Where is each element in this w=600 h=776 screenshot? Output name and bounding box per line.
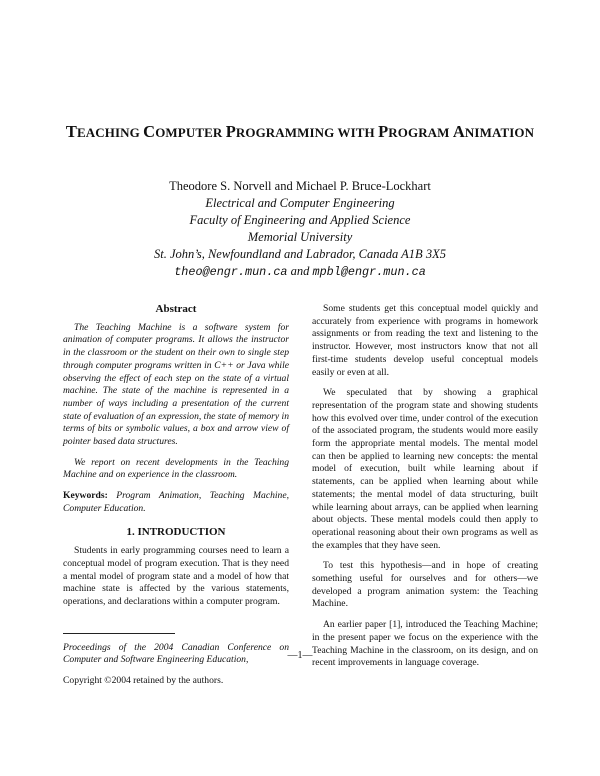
email-separator: and (287, 264, 313, 278)
keywords-label: Keywords: (63, 490, 108, 502)
title-initial: P (225, 122, 236, 141)
affiliation-line: St. John’s, Newfoundland and Labrador, Canada A1B 3X5 (154, 247, 446, 261)
email-mpbl: mpbl@engr.mun.ca (312, 265, 426, 279)
footnote-rule (63, 633, 175, 634)
author-names: Theodore S. Norvell and Michael P. Bruce-Lockhart (169, 179, 431, 193)
abstract-heading: Abstract (155, 303, 197, 315)
title-word: OMPUTER (155, 125, 226, 140)
body-paragraph: An earlier paper [1], introduced the Teaching Machine; in the present paper we focus on the experience with the Teaching Machine in the classroom, on its design, and on recent improvements in language coverage. (312, 619, 538, 669)
author-emails (0, 263, 600, 281)
keywords-text: Program Animation, Teaching Machine, Computer Education. (63, 490, 289, 514)
abstract-paragraph: The Teaching Machine is a software system for animation of computer programs. It allows the instructor in the classroom or the student on their own to single step through computer programs written in C++ or Java while observing the effect of each step on the state of a virtual machine. The state of the machine is represented in a number of ways including a presentation of the current state of evaluation of an expression, the state of memory in terms of bits or symbolic values, a box and arrow view of pointer based data structures. (63, 321, 289, 448)
affiliation-line: Memorial University (247, 230, 353, 244)
page-number: —1— (287, 650, 313, 661)
right-column (312, 303, 538, 678)
body-paragraph: We speculated that by showing a graphical representation of the program state and showing students how this evolved over time, under control of the execution of the associated program, the students would more easily form the appropriate mental models. The mental model can then be applied to learning new concepts: the mental model of execution, built while learning about if statements, can be applied when learning about while statements; the mental model of data structuring, built while learning about arrays, can be applied when learning about objects. These mental models could then apply to operational reasoning about their own programs as well as the examples that they have seen. (312, 387, 538, 551)
title-initial: P (378, 122, 389, 141)
left-column (63, 303, 289, 696)
affiliation-line: Electrical and Computer Engineering (205, 196, 395, 210)
paper-title (0, 122, 600, 142)
title-word: ROGRAMMING WITH (235, 125, 379, 140)
title-word: EACHING (77, 125, 144, 140)
intro-paragraph: Students in early programming courses need to learn a conceptual model of program execution. That is they need a mental model of program state and a model of how that machine state is affected by the various statements, operations, and declarations within a computer program. (63, 545, 289, 608)
keywords (63, 490, 289, 515)
title-word: NIMATION (464, 125, 535, 140)
body-paragraph: Some students get this conceptual model quickly and accurately from experience with programs in homework assignments or from reading the text and listening to the instructor. However, most instructors know that not all first-time students develop useful conceptual models easily or even at all. (312, 303, 538, 378)
body-paragraph: To test this hypothesis—and in hope of creating something useful for ourselves and for others—we developed a program animation system: the Teaching Machine. (312, 560, 538, 610)
title-initial: C (143, 122, 156, 141)
section-heading-introduction: 1. INTRODUCTION (126, 525, 226, 538)
abstract-paragraph: We report on recent developments in the Teaching Machine and on experience in the classroom. (63, 456, 289, 481)
affiliation-line: Faculty of Engineering and Applied Science (189, 213, 411, 227)
copyright-note: Copyright ©2004 retained by the authors. (63, 675, 224, 687)
email-theo: theo@engr.mun.ca (174, 265, 288, 279)
title-initial: T (65, 122, 77, 141)
footnote: Proceedings of the 2004 Canadian Conference on Computer and Software Engineering Education, (63, 641, 289, 666)
author-block (0, 178, 600, 281)
title-initial: A (452, 122, 465, 141)
title-word: ROGRAM (388, 125, 453, 140)
